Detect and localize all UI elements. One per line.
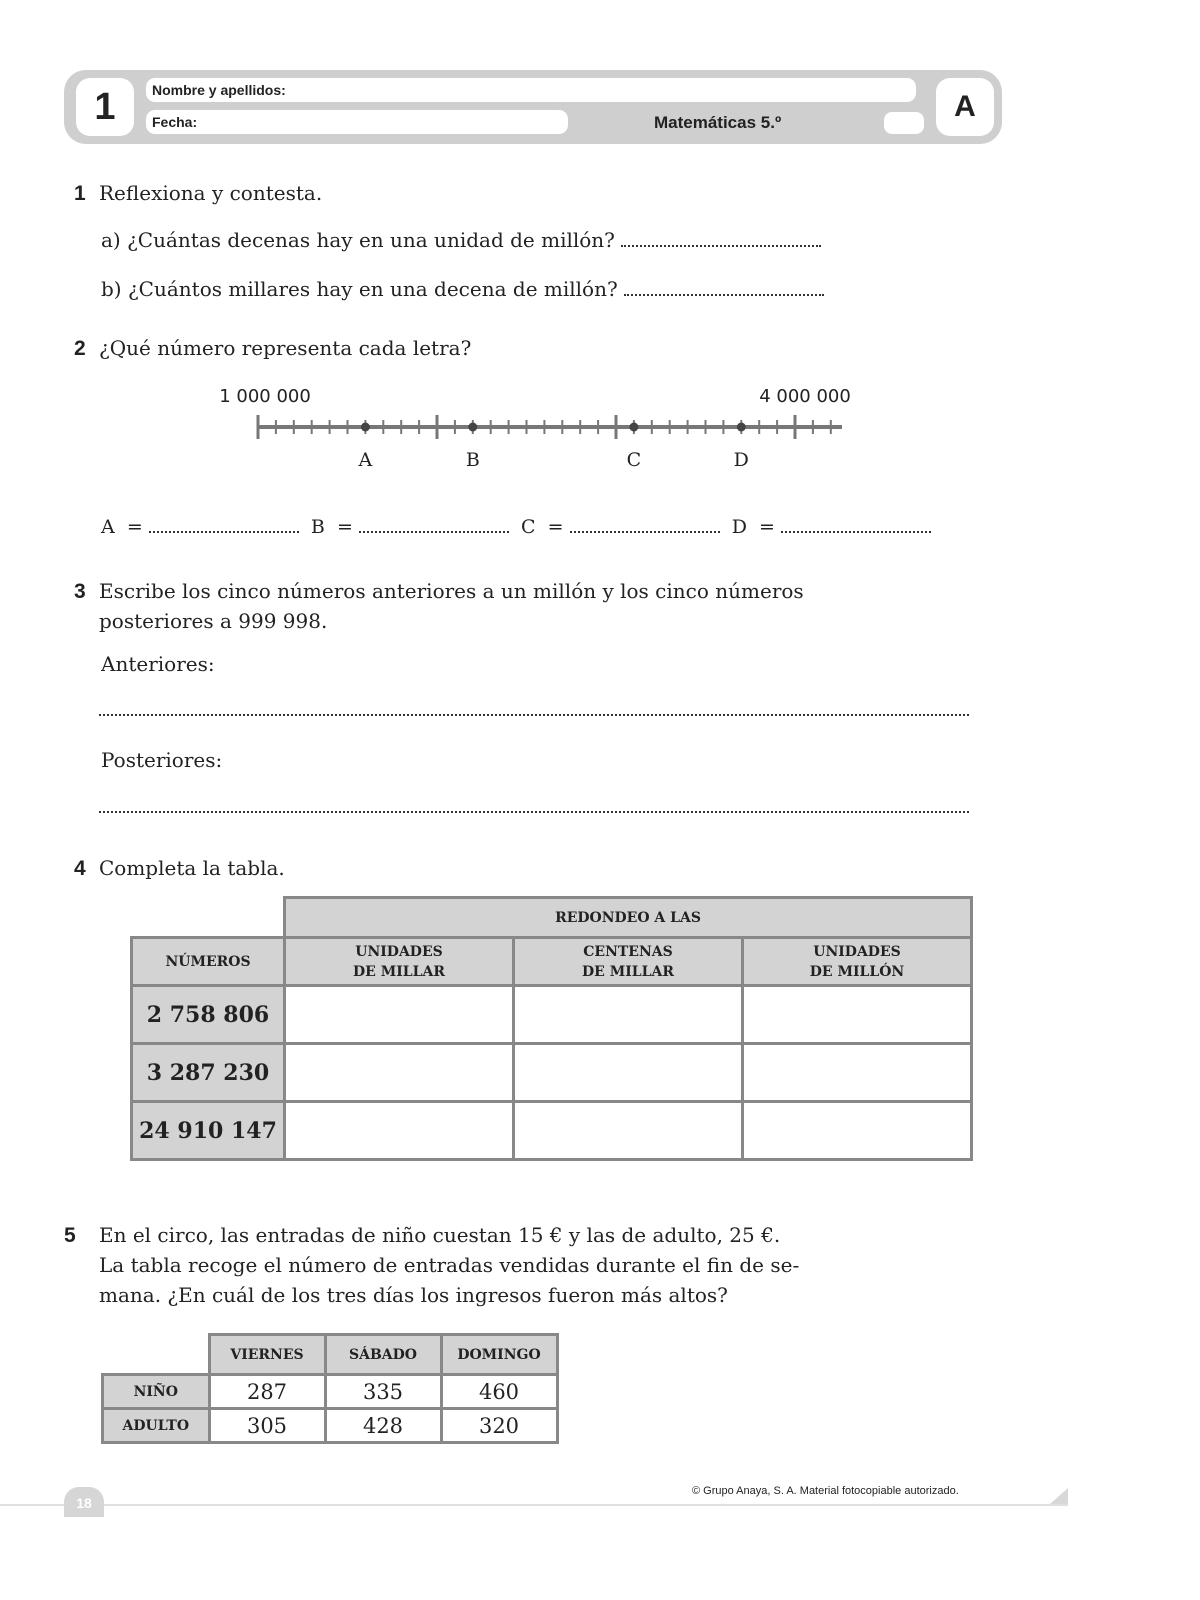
col-header-line: CENTENAS (583, 943, 673, 960)
rounding-table (130, 896, 973, 1161)
day-header: DOMINGO (441, 1335, 557, 1375)
answer-a-eq: = (126, 516, 143, 538)
question-1a (101, 228, 821, 252)
question-5-prompt-line3: mana. ¿En cuál de los tres días los ingresos fueron más altos? (99, 1283, 728, 1307)
question-1b (101, 277, 824, 301)
question-1-prompt: Reflexiona y contesta. (99, 181, 323, 205)
col-header-units-thousand (285, 938, 514, 986)
table-cell: 305 (209, 1409, 325, 1443)
answer-cell[interactable] (743, 1102, 972, 1160)
answer-c-label: C (521, 516, 536, 538)
question-5-prompt-line1: En el circo, las entradas de niño cuestan 15 € y las de adulto, 25 €. (99, 1223, 781, 1247)
answer-line-d[interactable] (781, 517, 931, 533)
number-cell: 3 287 230 (132, 1044, 285, 1102)
answer-cell[interactable] (743, 986, 972, 1044)
answer-cell[interactable] (285, 1102, 514, 1160)
unit-number: 1 (76, 78, 134, 136)
table-cell: 287 (209, 1375, 325, 1409)
worksheet-header (64, 70, 1002, 144)
before-label: Anteriores: (101, 652, 215, 676)
col-header-line: UNIDADES (813, 943, 901, 960)
answer-cell[interactable] (514, 1044, 743, 1102)
number-line-end-label: 4 000 000 (759, 386, 851, 407)
name-field[interactable]: Nombre y apellidos: (146, 78, 916, 102)
answer-line-before[interactable] (99, 700, 969, 716)
answer-line-after[interactable] (99, 797, 969, 813)
number-cell: 2 758 806 (132, 986, 285, 1044)
col-header-units-million (743, 938, 972, 986)
table-row (132, 1044, 972, 1102)
answer-a-label: A (101, 516, 115, 538)
question-3-prompt-line1: Escribe los cinco números anteriores a un millón y los cinco números (99, 579, 804, 603)
table-cell: 335 (325, 1375, 441, 1409)
header-small-box (884, 112, 924, 134)
answer-cell[interactable] (285, 986, 514, 1044)
answer-b-eq: = (336, 516, 353, 538)
answer-line-1b[interactable] (624, 280, 824, 296)
col-header-line: DE MILLAR (582, 963, 674, 980)
answer-d-eq: = (759, 516, 775, 538)
number-line-point-d (737, 423, 746, 432)
table-row (132, 1102, 972, 1160)
col-header-line: DE MILLÓN (809, 963, 905, 980)
question-5-number: 5 (64, 1224, 76, 1247)
number-line-letter-a: A (358, 449, 373, 471)
number-line-letter-b: B (465, 449, 480, 471)
number-cell: 24 910 147 (132, 1102, 285, 1160)
answer-line-1a[interactable] (621, 231, 821, 247)
table-cell: 460 (441, 1375, 557, 1409)
number-line-point-a (361, 423, 370, 432)
question-5-prompt-line2: La tabla recoge el número de entradas vendidas durante el fin de se- (99, 1253, 800, 1277)
question-1-number: 1 (74, 182, 86, 205)
question-4-prompt: Completa la tabla. (99, 856, 285, 880)
answer-line-b[interactable] (359, 517, 509, 533)
answer-b-label: B (310, 516, 325, 538)
answer-d-label: D (731, 516, 747, 538)
after-label: Posteriores: (101, 748, 223, 772)
number-line-start-label: 1 000 000 (219, 386, 311, 407)
col-header-hundreds-thousand (514, 938, 743, 986)
col-header-line: DE MILLAR (353, 963, 445, 980)
answer-cell[interactable] (743, 1044, 972, 1102)
page-number: 18 (64, 1487, 104, 1517)
table-corner (132, 898, 285, 938)
number-line-point-b (468, 423, 477, 432)
answer-cell[interactable] (514, 986, 743, 1044)
group-header: REDONDEO A LAS (285, 898, 972, 938)
row-label: ADULTO (103, 1409, 210, 1443)
table-cell: 320 (441, 1409, 557, 1443)
table-row (103, 1375, 558, 1409)
number-line (200, 375, 860, 475)
table-row (103, 1409, 558, 1443)
footer-divider (0, 1504, 1068, 1506)
answer-line-a[interactable] (149, 517, 299, 533)
question-3-prompt-line2: posteriores a 999 998. (99, 609, 328, 633)
subject-label: Matemáticas 5.º (654, 113, 782, 132)
day-header: SÁBADO (325, 1335, 441, 1375)
table-cell: 428 (325, 1409, 441, 1443)
answer-c-eq: = (547, 516, 564, 538)
question-2-answers (101, 516, 931, 538)
question-4-number: 4 (74, 857, 86, 880)
copyright-notice: © Grupo Anaya, S. A. Material fotocopiable autorizado. (692, 1485, 959, 1497)
footer-corner (1050, 1488, 1068, 1504)
question-2-number: 2 (74, 337, 86, 360)
level-letter: A (936, 78, 994, 136)
table-corner (103, 1335, 210, 1375)
number-line-point-c (629, 423, 638, 432)
answer-line-c[interactable] (570, 517, 720, 533)
question-1a-text: a) ¿Cuántas decenas hay en una unidad de millón? (101, 228, 615, 252)
table-row (132, 986, 972, 1044)
day-header: VIERNES (209, 1335, 325, 1375)
tickets-table (101, 1333, 559, 1444)
number-line-letter-d: D (733, 449, 749, 471)
question-1b-text: b) ¿Cuántos millares hay en una decena de millón? (101, 277, 618, 301)
col-header-line: UNIDADES (355, 943, 443, 960)
col-header-numbers: NÚMEROS (132, 938, 285, 986)
number-line-letter-c: C (626, 449, 642, 471)
answer-cell[interactable] (514, 1102, 743, 1160)
question-2-prompt: ¿Qué número representa cada letra? (99, 336, 472, 360)
row-label: NIÑO (103, 1375, 210, 1409)
date-field[interactable]: Fecha: (146, 110, 568, 134)
question-3-number: 3 (74, 580, 86, 603)
answer-cell[interactable] (285, 1044, 514, 1102)
